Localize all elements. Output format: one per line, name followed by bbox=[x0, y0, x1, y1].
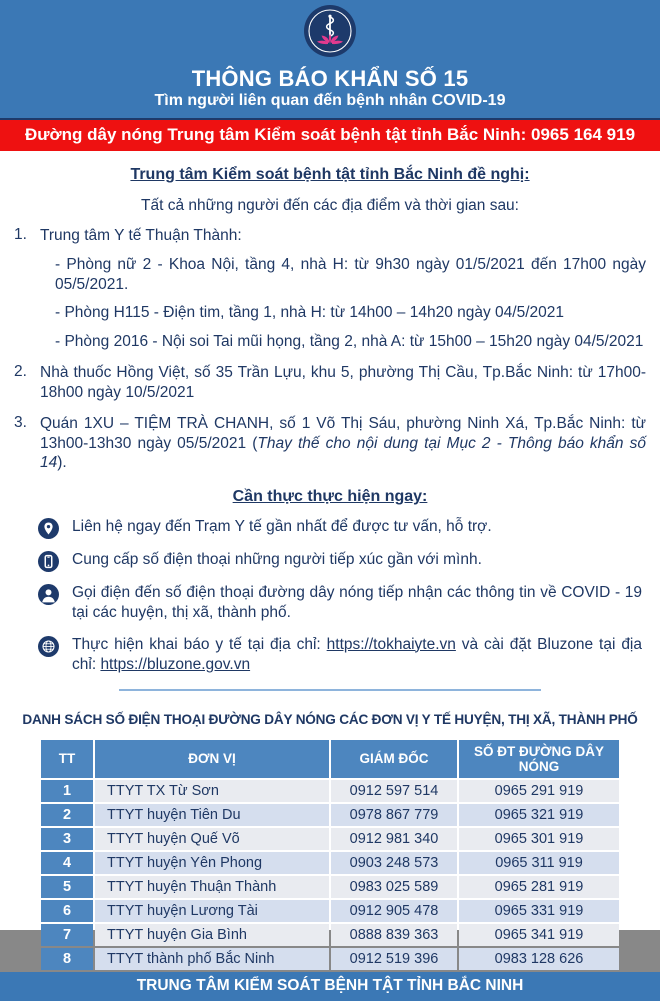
person-icon bbox=[38, 584, 59, 605]
action-item-2 bbox=[38, 550, 646, 572]
hotline-table bbox=[39, 738, 621, 972]
intro-line: Tất cả những người đến các địa điểm và thời gian sau: bbox=[141, 197, 519, 214]
action-item-3 bbox=[38, 583, 646, 623]
replacement-note: Thay thế cho nội dung tại Mục 2 - Thông báo khẩn số 14 bbox=[40, 434, 646, 472]
location-pin-icon bbox=[38, 518, 59, 539]
location-item-1 bbox=[14, 226, 646, 246]
item-text: Quán 1XU – TIỆM TRÀ CHANH, số 1 Võ Thị Sáu, phường Ninh Xá, Tp.Bắc Ninh: từ 13h00-13h30 ngày 05/5/2021 (Thay thế cho nội dung tại Mục 2 - Thông báo khẩn số 14). bbox=[40, 414, 646, 472]
footer-bar: TRUNG TÂM KIỂM SOÁT BỆNH TẬT TỈNH BẮC NINH bbox=[0, 972, 660, 1001]
hotline-banner: Đường dây nóng Trung tâm Kiểm soát bệnh tật tỉnh Bắc Ninh: 0965 164 919 bbox=[0, 118, 660, 151]
notice-subtitle: Tìm người liên quan đến bệnh nhân COVID-19 bbox=[154, 92, 506, 109]
item-number: 1. bbox=[14, 226, 27, 243]
action-text: Gọi điện đến số điện thoại đường dây nóng tiếp nhận các thông tin về COVID - 19 tại các huyện, thị xã, thành phố. bbox=[72, 584, 642, 622]
col-header-tt: TT bbox=[41, 740, 93, 778]
table-row: 2 TTYT huyện Tiên Du 0978 867 779 0965 321 919 bbox=[41, 804, 619, 826]
item-number: 3. bbox=[14, 413, 27, 431]
tokhaiyte-link[interactable]: https://tokhaiyte.vn bbox=[326, 635, 456, 653]
location-item-2 bbox=[14, 363, 646, 403]
action-item-1 bbox=[38, 517, 646, 539]
location-1-subitem-3: - Phòng 2016 - Nội soi Tai mũi họng, tầng 2, nhà A: từ 15h00 – 15h20 ngày 04/5/2021 bbox=[55, 333, 644, 351]
table-row: 6 TTYT huyện Lương Tài 0912 905 478 0965 331 919 bbox=[41, 900, 619, 922]
request-heading: Trung tâm Kiểm soát bệnh tật tỉnh Bắc Ninh đề nghị: bbox=[130, 166, 530, 183]
item-text: Nhà thuốc Hồng Việt, số 35 Trần Lựu, khu 5, phường Thị Cầu, Tp.Bắc Ninh: từ 17h00-18h00 ngày 10/5/2021 bbox=[40, 364, 646, 401]
content bbox=[0, 151, 660, 972]
globe-icon bbox=[38, 636, 59, 657]
action-text: Thực hiện khai báo y tế tại địa chỉ: https://tokhaiyte.vn và cài đặt Bluzone tại địa chỉ: https://bluzone.gov.vn bbox=[72, 635, 642, 673]
action-item-4 bbox=[38, 635, 646, 675]
header bbox=[0, 0, 660, 118]
action-text: Liên hệ ngay đến Trạm Y tế gần nhất để được tư vấn, hỗ trợ. bbox=[72, 518, 492, 536]
separator-line bbox=[119, 689, 541, 691]
table-row: 8 TTYT thành phố Bắc Ninh 0912 519 396 0983 128 626 bbox=[41, 948, 619, 970]
location-1-subitem-2: - Phòng H115 - Điện tim, tầng 1, nhà H: từ 14h00 – 14h20 ngày 04/5/2021 bbox=[55, 304, 565, 322]
cdc-bacninh-logo-icon bbox=[303, 4, 357, 63]
action-text: Cung cấp số điện thoại những người tiếp xúc gần với mình. bbox=[72, 551, 482, 569]
table-row: 5 TTYT huyện Thuận Thành 0983 025 589 0965 281 919 bbox=[41, 876, 619, 898]
table-row: 4 TTYT huyện Yên Phong 0903 248 573 0965 311 919 bbox=[41, 852, 619, 874]
item-number: 2. bbox=[14, 363, 27, 381]
table-row: 3 TTYT huyện Quế Võ 0912 981 340 0965 301 919 bbox=[41, 828, 619, 850]
location-1-subitem-1: - Phòng nữ 2 - Khoa Nội, tầng 4, nhà H: từ 9h30 ngày 01/5/2021 đến 17h00 ngày 05/5/2021. bbox=[55, 255, 646, 293]
item-text: Trung tâm Y tế Thuận Thành: bbox=[40, 227, 242, 244]
table-row: 7 TTYT huyện Gia Bình 0888 839 363 0965 341 919 bbox=[41, 924, 619, 946]
actions-heading: Cần thực thực hiện ngay: bbox=[232, 488, 428, 506]
table-header-row bbox=[41, 740, 619, 778]
notice-title: THÔNG BÁO KHẨN SỐ 15 bbox=[191, 66, 469, 91]
location-item-3 bbox=[14, 414, 646, 473]
col-header-unit: ĐƠN VỊ bbox=[95, 740, 329, 778]
col-header-director: GIÁM ĐỐC bbox=[331, 740, 457, 778]
table-row: 1 TTYT TX Từ Sơn 0912 597 514 0965 291 919 bbox=[41, 780, 619, 802]
mobile-phone-icon bbox=[38, 551, 59, 572]
col-header-hotline: SỐ ĐT ĐƯỜNG DÂY NÓNG bbox=[459, 740, 619, 778]
bluzone-link[interactable]: https://bluzone.gov.vn bbox=[100, 655, 251, 673]
directory-title: DANH SÁCH SỐ ĐIỆN THOẠI ĐƯỜNG DÂY NÓNG CÁC ĐƠN VỊ Y TẾ HUYỆN, THỊ XÃ, THÀNH PHỐ bbox=[22, 711, 638, 727]
